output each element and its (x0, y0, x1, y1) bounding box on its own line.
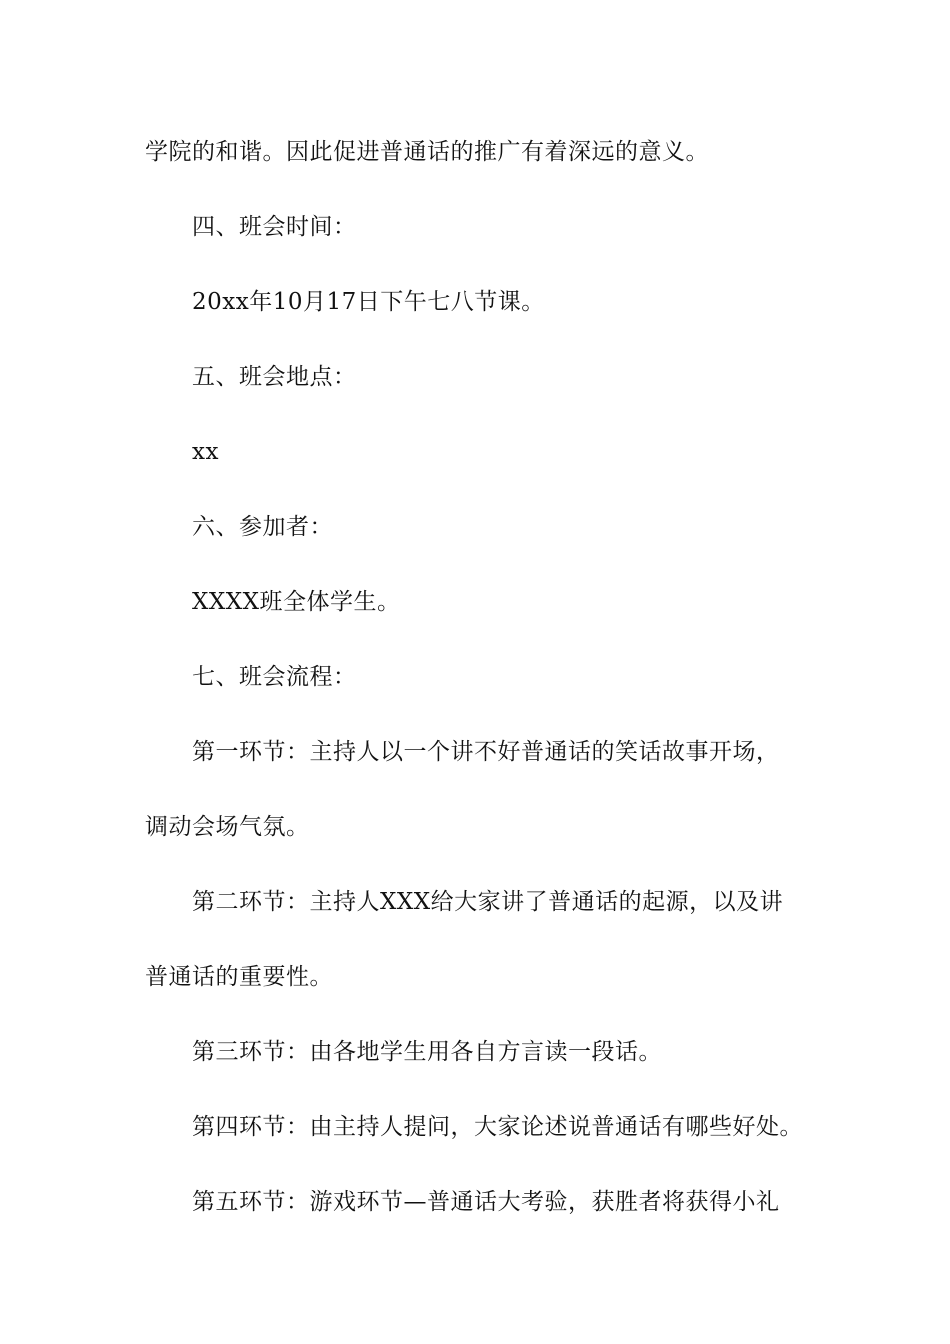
paragraph-line: 第四环节：由主持人提问，大家论述说普通话有哪些好处。 (192, 1114, 803, 1140)
section-heading-location: 五、班会地点： (192, 364, 357, 390)
paragraph-line: 第一环节：主持人以一个讲不好普通话的笑话故事开场， (192, 739, 780, 765)
paragraph-line: 20xx年10月17日下午七八节课。 (192, 289, 545, 315)
paragraph-line: 调动会场气氛。 (145, 814, 310, 840)
paragraph-line: 第三环节：由各地学生用各自方言读一段话。 (192, 1039, 662, 1065)
paragraph-line: 第二环节：主持人XXX给大家讲了普通话的起源，以及讲 (192, 889, 784, 915)
paragraph-line: XXXX班全体学生。 (192, 589, 401, 615)
paragraph-line: 学院的和谐。因此促进普通话的推广有着深远的意义。 (145, 139, 709, 165)
document-body (145, 132, 815, 1257)
section-heading-process: 七、班会流程： (192, 664, 357, 690)
paragraph-line: xx (192, 439, 219, 465)
paragraph-line: 第五环节：游戏环节—普通话大考验，获胜者将获得小礼 (192, 1189, 780, 1215)
section-heading-time: 四、班会时间： (192, 214, 357, 240)
paragraph-line: 普通话的重要性。 (145, 964, 333, 990)
section-heading-participants: 六、参加者： (192, 514, 333, 540)
